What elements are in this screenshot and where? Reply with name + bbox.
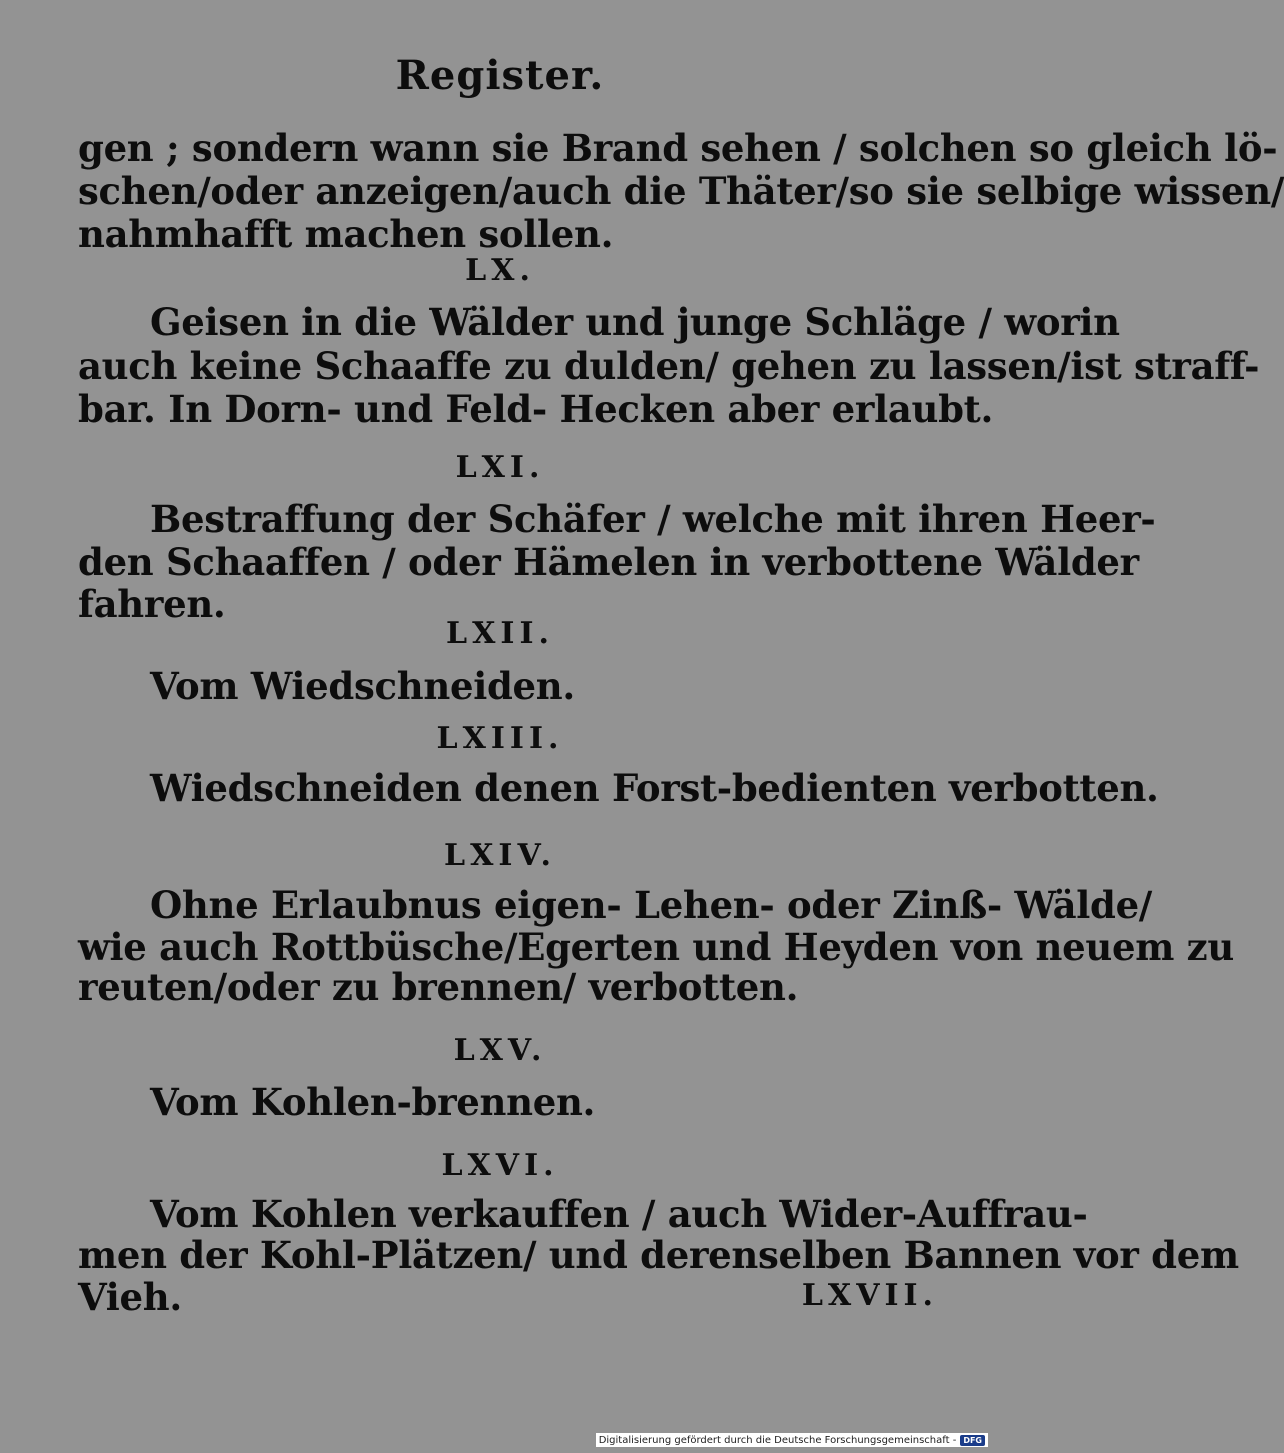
dfg-logo: DFG	[960, 1435, 985, 1446]
text-line: den Schaaffen / oder Hämelen in verbottene Wälder	[78, 540, 1139, 584]
page-header-title: Register.	[395, 52, 605, 99]
section-numeral: LX.	[465, 253, 535, 288]
text-line: men der Kohl-Plätzen/ und derenselben Bannen vor dem	[78, 1233, 1239, 1277]
text-line: Geisen in die Wälder und junge Schläge / worin	[150, 300, 1120, 344]
section-numeral: LXII.	[446, 616, 554, 651]
text-line: Vieh.	[78, 1275, 182, 1319]
text-line: Bestraffung der Schäfer / welche mit ihren Heer-	[150, 497, 1156, 541]
text-line: wie auch Rottbüsche/Egerten und Heyden von neuem zu	[78, 925, 1234, 969]
section-numeral: LXIII.	[436, 721, 564, 756]
text-line: Vom Kohlen-brennen.	[150, 1080, 596, 1124]
text-line: gen ; sondern wann sie Brand sehen / solchen so gleich lö-	[78, 126, 1278, 170]
text-line: nahmhafft machen sollen.	[78, 212, 614, 256]
credit-text: Digitalisierung gefördert durch die Deutsche Forschungsgemeinschaft -	[598, 1434, 957, 1446]
digitization-credit	[596, 1433, 988, 1447]
section-numeral: LXI.	[455, 450, 545, 485]
section-numeral: LXVI.	[441, 1148, 559, 1183]
section-numeral: LXV.	[453, 1033, 547, 1068]
text-line: reuten/oder zu brennen/ verbotten.	[78, 965, 799, 1009]
text-line: Vom Kohlen verkauffen / auch Wider-Auffrau-	[150, 1192, 1088, 1236]
text-line: Ohne Erlaubnus eigen- Lehen- oder Zinß- Wälde/	[150, 883, 1153, 927]
text-line: schen/oder anzeigen/auch die Thäter/so sie selbige wissen/	[78, 169, 1284, 213]
text-line: Wiedschneiden denen Forst-bedienten verbotten.	[150, 766, 1159, 810]
catchword: LXVII.	[801, 1278, 938, 1313]
text-line: bar. In Dorn- und Feld- Hecken aber erlaubt.	[78, 387, 994, 431]
text-line: fahren.	[78, 582, 226, 626]
text-line: auch keine Schaaffe zu dulden/ gehen zu lassen/ist straff-	[78, 344, 1260, 388]
section-numeral: LXIV.	[444, 838, 556, 873]
text-line: Vom Wiedschneiden.	[150, 664, 575, 708]
